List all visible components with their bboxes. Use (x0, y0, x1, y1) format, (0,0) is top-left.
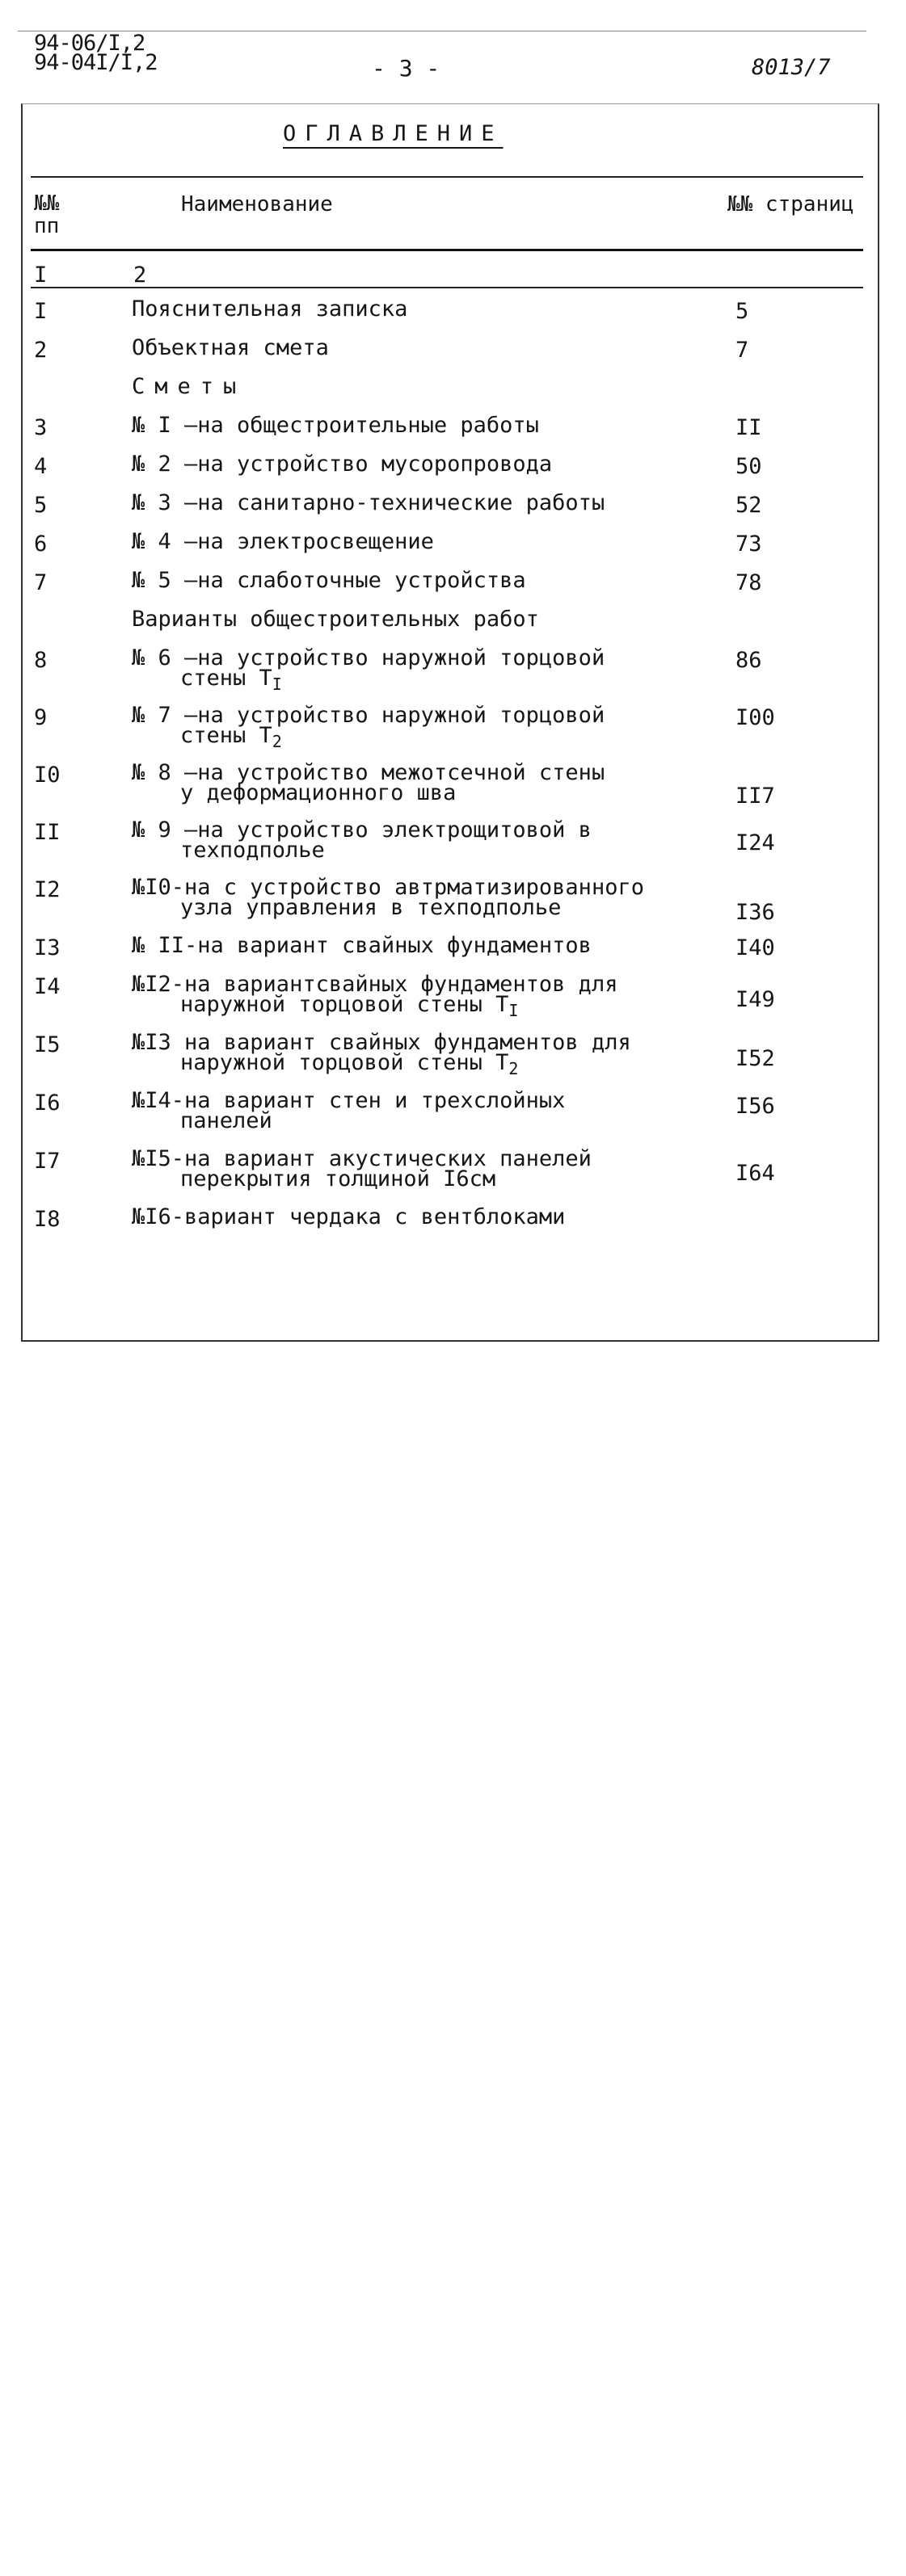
row-name-line-1: № 3 –на санитарно-технические работы (132, 490, 605, 515)
row-name-line-1: № 2 –на устройство мусоропровода (132, 452, 553, 477)
row-name-line-2 (132, 780, 605, 805)
row-page-number: I52 (735, 1046, 775, 1071)
row-number: I8 (34, 1207, 61, 1232)
row-name-line-2-text: наружной торцовой стены Т (180, 1050, 509, 1075)
row-number: I0 (34, 763, 61, 788)
row-number: 3 (34, 415, 48, 440)
row-name-line-2-text: стены Т (180, 666, 272, 691)
row-name-line-1: №I3 на вариант свайных фундаментов для (132, 1030, 631, 1055)
row-name (132, 490, 605, 515)
row-name-line-2-text: узла управления в техподполье (180, 895, 562, 920)
row-name (132, 376, 246, 397)
row-number: 6 (34, 532, 48, 557)
row-page-number: II7 (735, 784, 775, 809)
row-number: I4 (34, 974, 61, 999)
row-name (132, 607, 539, 632)
page-marker: - 3 - (372, 55, 440, 82)
column-header-pages: №№ страниц (727, 192, 854, 216)
column-header-number-line-2: пп (34, 214, 60, 238)
row-name (132, 817, 592, 863)
column-index-1: I (34, 263, 48, 288)
row-page-number: I64 (735, 1161, 775, 1186)
row-page-number: I24 (735, 830, 775, 855)
row-name-line-2 (132, 1166, 592, 1191)
row-name (132, 974, 617, 1021)
row-name (132, 413, 539, 438)
document-code-line-1: 94-06/I,2 (34, 31, 145, 56)
row-page-number: 86 (735, 648, 762, 673)
row-page-number: 52 (735, 493, 762, 518)
row-name-line-2-text: панелей (180, 1108, 272, 1133)
column-header-name: Наименование (181, 192, 333, 216)
row-name-line-2-text: наружной торцовой стены Т (180, 992, 509, 1017)
row-page-number: II (735, 415, 762, 440)
row-name-line-1: №I5-на вариант акустических панелей (132, 1146, 592, 1171)
row-number: 9 (34, 705, 48, 730)
row-name-line-2 (132, 725, 605, 752)
row-name-line-2-text: перекрытия толщиной I6см (180, 1166, 496, 1191)
row-name (132, 568, 526, 593)
row-number: 4 (34, 454, 48, 479)
row-name-line-2-text: стены Т (180, 723, 272, 748)
row-name-line-2-text: техподполье (180, 838, 325, 863)
row-name-line-1: Варианты общестроительных работ (132, 607, 539, 632)
column-index-2: 2 (133, 263, 147, 288)
row-page-number (735, 1207, 906, 2576)
row-name-line-2 (132, 994, 617, 1021)
page-title: ОГЛАВЛЕНИЕ (283, 121, 504, 146)
row-name-line-1: Объектная смета (132, 335, 329, 360)
row-name-subscript: 2 (272, 732, 282, 751)
row-name (132, 1204, 566, 1229)
top-edge-line (18, 31, 866, 32)
row-number: I6 (34, 1090, 61, 1116)
row-name (132, 645, 605, 695)
row-name (132, 529, 434, 554)
row-name-line-1: № 7 –на устройство наружной торцовой (132, 703, 605, 728)
row-name-line-2 (132, 838, 592, 863)
row-name-subscript: 2 (508, 1059, 519, 1078)
row-name (132, 452, 553, 477)
row-name-line-1: № 8 –на устройство межотсечной стены (132, 760, 605, 785)
header-bottom-rule (31, 249, 863, 251)
table-top-rule (31, 176, 863, 178)
row-name (132, 1032, 631, 1079)
row-page-number: I40 (735, 935, 775, 960)
row-number: I5 (34, 1032, 61, 1057)
row-name (132, 705, 605, 752)
row-name-line-1: № 5 –на слаботочные устройства (132, 568, 526, 593)
row-name (132, 335, 329, 360)
row-name-subscript: I (272, 674, 282, 694)
row-name-line-1: №I0-на с устройство автрматизированного (132, 875, 644, 900)
row-name-line-1: Пояснительная записка (132, 296, 408, 321)
row-name-line-1: № 4 –на электросвещение (132, 529, 434, 554)
column-header-number (34, 192, 59, 237)
row-number: I7 (34, 1149, 61, 1174)
row-page-number: I56 (735, 1094, 775, 1119)
row-name-subscript: I (508, 1001, 519, 1020)
row-number: 7 (34, 570, 48, 595)
row-page-number: I36 (735, 900, 775, 925)
row-name-line-2 (132, 897, 644, 918)
column-header-number-line-1: №№ (34, 191, 60, 216)
row-number: 2 (34, 338, 48, 363)
row-name (132, 1146, 592, 1191)
row-number: I (34, 299, 48, 324)
row-name-line-1: №I6-вариант чердака с вентблоками (132, 1204, 566, 1229)
row-name-line-2 (132, 1108, 565, 1133)
row-number: I2 (34, 877, 61, 902)
row-name (132, 1090, 565, 1131)
row-number: 8 (34, 648, 48, 673)
row-name-line-1: № I –на общестроительные работы (132, 413, 539, 438)
row-name-line-2 (132, 668, 605, 695)
row-page-number: 78 (735, 570, 762, 595)
row-number: I3 (34, 935, 61, 960)
row-page-number: 50 (735, 454, 762, 479)
row-name-line-1: № II-на вариант свайных фундаментов (132, 933, 592, 958)
document-code-line-2: 94-04I/I,2 (34, 50, 158, 75)
row-name (132, 935, 592, 956)
row-page-number: I00 (735, 705, 775, 730)
row-name (132, 877, 644, 918)
row-page-number: 5 (735, 299, 749, 324)
row-number: 5 (34, 493, 48, 518)
document-code (34, 31, 158, 75)
row-name-line-1: №I2-на вариантсвайных фундаментов для (132, 972, 618, 997)
row-number: II (34, 820, 61, 845)
handwritten-number: 8013/7 (752, 55, 831, 80)
row-page-number: 7 (735, 338, 749, 363)
row-name-line-2-text: у деформационного шва (180, 780, 457, 805)
row-name-line-2 (132, 1050, 631, 1079)
row-name-line-1: Сметы (132, 374, 247, 399)
row-page-number: I49 (735, 987, 775, 1012)
row-name (132, 760, 605, 805)
row-name-line-1: № 9 –на устройство электрощитовой в (132, 817, 592, 843)
column-index-rule (31, 287, 863, 288)
row-name-line-1: № 6 –на устройство наружной торцовой (132, 645, 605, 670)
row-name-line-1: №I4-на вариант стен и трехслойных (132, 1088, 566, 1113)
row-name (132, 296, 408, 321)
row-page-number: 73 (735, 532, 762, 557)
